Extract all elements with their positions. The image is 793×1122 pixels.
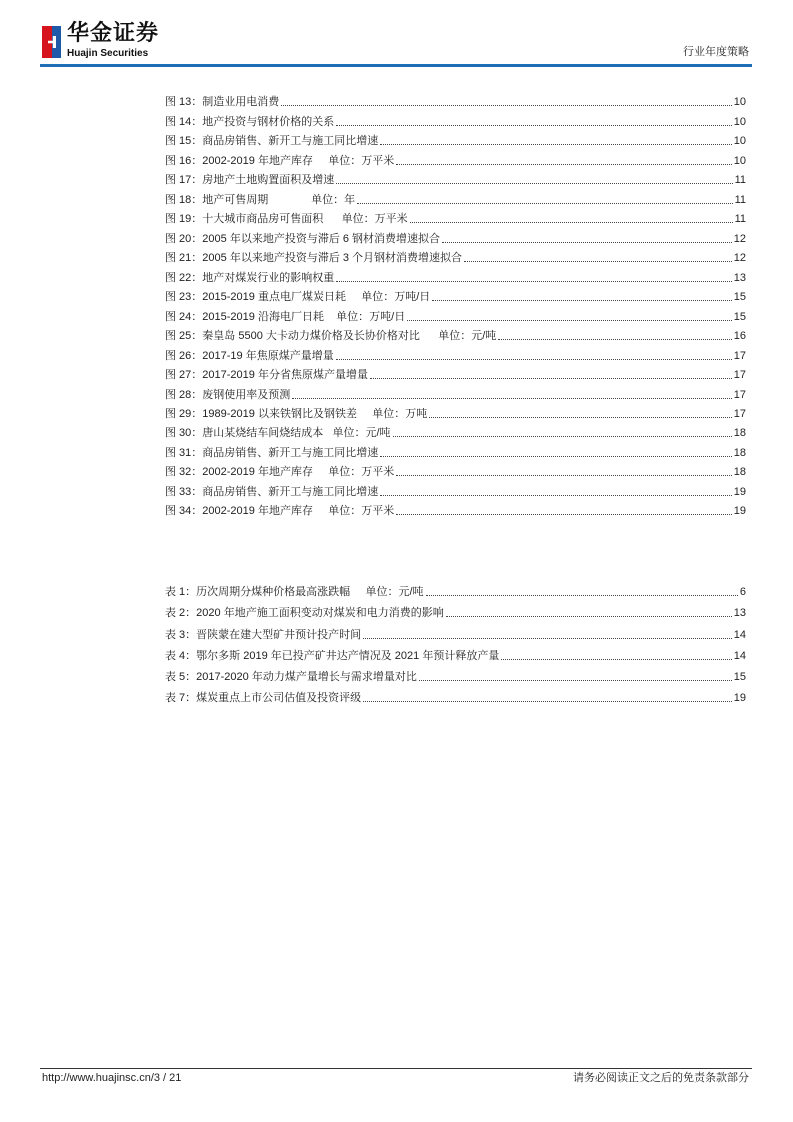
dot-leader bbox=[501, 658, 731, 660]
toc-entry[interactable] bbox=[165, 148, 746, 167]
toc-entry-page: 6 bbox=[739, 586, 746, 599]
toc-entry-page: 17 bbox=[733, 407, 746, 420]
toc-entry[interactable] bbox=[165, 460, 746, 479]
toc-entry-page: 14 bbox=[733, 649, 746, 662]
dot-leader bbox=[419, 679, 732, 681]
toc-entry[interactable] bbox=[165, 599, 746, 620]
toc-entry-page: 10 bbox=[733, 115, 746, 128]
toc-entry-label: 图 22：地产对煤炭行业的影响权重 bbox=[165, 271, 335, 284]
toc-entry-label: 表 5：2017-2020 年动力煤产量增长与需求增量对比 bbox=[165, 670, 417, 683]
toc-entry-label: 图 29：1989-2019 以来铁钢比及钢铁差 单位：万吨 bbox=[165, 407, 428, 420]
dot-leader bbox=[432, 299, 731, 301]
toc-entry-label: 表 1：历次周期分煤种价格最高涨跌幅 单位：元/吨 bbox=[165, 586, 424, 599]
toc-entry-page: 11 bbox=[734, 193, 746, 206]
figure-list bbox=[165, 90, 746, 518]
toc-entry-page: 17 bbox=[733, 349, 746, 362]
toc-entry[interactable] bbox=[165, 226, 746, 245]
document-type: 行业年度策略 bbox=[683, 46, 749, 58]
dot-leader bbox=[407, 319, 732, 321]
toc-entry-page: 19 bbox=[733, 692, 746, 705]
company-logo bbox=[42, 26, 61, 58]
toc-entry-label: 图 33：商品房销售、新开工与施工同比增速 bbox=[165, 485, 379, 498]
toc-entry[interactable] bbox=[165, 343, 746, 362]
toc-entry-label: 图 24：2015-2019 沿海电厂日耗 单位：万吨/日 bbox=[165, 310, 406, 323]
footer-divider bbox=[40, 1068, 752, 1069]
toc-entry-page: 19 bbox=[733, 485, 746, 498]
dot-leader bbox=[281, 104, 731, 106]
toc-entry-label: 图 28：废钢使用率及预测 bbox=[165, 388, 291, 401]
footer-url-page[interactable]: http://www.huajinsc.cn/3 / 21 bbox=[42, 1072, 182, 1084]
toc-entry[interactable] bbox=[165, 363, 746, 382]
toc-entry[interactable] bbox=[165, 246, 746, 265]
toc-entry-label: 图 27：2017-2019 年分省焦原煤产量增量 bbox=[165, 369, 368, 382]
dot-leader bbox=[363, 637, 732, 639]
toc-entry[interactable] bbox=[165, 265, 746, 284]
brand-name-en: Huajin Securities bbox=[67, 48, 149, 59]
dot-leader bbox=[336, 124, 731, 126]
toc-entry[interactable] bbox=[165, 440, 746, 459]
toc-entry-page: 11 bbox=[734, 213, 746, 226]
toc-entry-label: 图 14：地产投资与钢材价格的关系 bbox=[165, 115, 335, 128]
toc-entry-page: 10 bbox=[733, 154, 746, 167]
toc-entry-label: 图 20：2005 年以来地产投资与滞后 6 钢材消费增速拟合 bbox=[165, 232, 441, 245]
dot-leader bbox=[380, 494, 731, 496]
toc-entry[interactable] bbox=[165, 402, 746, 421]
toc-entry[interactable] bbox=[165, 421, 746, 440]
dot-leader bbox=[410, 221, 733, 223]
toc-entry-label: 图 31：商品房销售、新开工与施工同比增速 bbox=[165, 446, 379, 459]
dot-leader bbox=[426, 594, 738, 596]
toc-entry-label: 图 23：2015-2019 重点电厂煤炭日耗 单位：万吨/日 bbox=[165, 291, 431, 304]
toc-entry-label: 表 2：2020 年地产施工面积变动对煤炭和电力消费的影响 bbox=[165, 607, 444, 620]
toc-entry[interactable] bbox=[165, 285, 746, 304]
toc-entry-page: 14 bbox=[733, 628, 746, 641]
dot-leader bbox=[396, 474, 732, 476]
toc-entry[interactable] bbox=[165, 324, 746, 343]
toc-entry-page: 11 bbox=[734, 174, 746, 187]
dot-leader bbox=[363, 700, 732, 702]
toc-entry-label: 图 26：2017-19 年焦原煤产量增量 bbox=[165, 349, 334, 362]
toc-entry[interactable] bbox=[165, 499, 746, 518]
header-divider bbox=[40, 64, 752, 67]
toc-entry-label: 图 32：2002-2019 年地产库存 单位：万平米 bbox=[165, 466, 395, 479]
toc-entry-label: 图 15：商品房销售、新开工与施工同比增速 bbox=[165, 135, 379, 148]
dot-leader bbox=[442, 241, 732, 243]
dot-leader bbox=[380, 143, 731, 145]
toc-entry[interactable] bbox=[165, 207, 746, 226]
dot-leader bbox=[446, 615, 732, 617]
dot-leader bbox=[336, 280, 731, 282]
toc-entry-page: 18 bbox=[733, 446, 746, 459]
dot-leader bbox=[370, 377, 732, 379]
toc-entry-label: 图 30：唐山某烧结车间烧结成本 单位：元/吨 bbox=[165, 427, 391, 440]
toc-entry[interactable] bbox=[165, 382, 746, 401]
toc-entry[interactable] bbox=[165, 620, 746, 641]
brand-name-cn: 华金证券 bbox=[67, 21, 160, 46]
toc-entry-page: 13 bbox=[733, 271, 746, 284]
dot-leader bbox=[336, 182, 732, 184]
dot-leader bbox=[357, 202, 733, 204]
toc-entry-label: 图 21：2005 年以来地产投资与滞后 3 个月钢材消费增速拟合 bbox=[165, 252, 463, 265]
toc-entry-page: 15 bbox=[733, 310, 746, 323]
toc-entry[interactable] bbox=[165, 642, 746, 663]
dot-leader bbox=[292, 397, 731, 399]
toc-entry[interactable] bbox=[165, 663, 746, 684]
toc-entry-label: 图 19：十大城市商品房可售面积 单位：万平米 bbox=[165, 213, 408, 226]
toc-entry-page: 18 bbox=[733, 427, 746, 440]
dot-leader bbox=[396, 163, 732, 165]
toc-entry[interactable] bbox=[165, 479, 746, 498]
toc-entry-label: 图 18：地产可售周期 单位：年 bbox=[165, 193, 356, 206]
dot-leader bbox=[336, 358, 732, 360]
toc-entry-page: 13 bbox=[733, 607, 746, 620]
toc-entry[interactable] bbox=[165, 129, 746, 148]
toc-entry-page: 15 bbox=[733, 670, 746, 683]
footer-disclaimer: 请务必阅读正文之后的免责条款部分 bbox=[573, 1072, 749, 1084]
toc-entry-label: 图 16：2002-2019 年地产库存 单位：万平米 bbox=[165, 154, 395, 167]
toc-entry-page: 16 bbox=[733, 330, 746, 343]
toc-entry[interactable] bbox=[165, 684, 746, 705]
toc-entry-page: 19 bbox=[733, 505, 746, 518]
dot-leader bbox=[429, 416, 732, 418]
toc-entry[interactable] bbox=[165, 578, 746, 599]
toc-entry-label: 表 7：煤炭重点上市公司估值及投资评级 bbox=[165, 692, 362, 705]
toc-entry-page: 15 bbox=[733, 291, 746, 304]
toc-entry[interactable] bbox=[165, 90, 746, 109]
toc-entry-label: 图 17：房地产土地购置面积及增速 bbox=[165, 174, 335, 187]
dot-leader bbox=[380, 455, 731, 457]
toc-entry[interactable] bbox=[165, 187, 746, 206]
toc-entry-label: 表 4：鄂尔多斯 2019 年已投产矿井达产情况及 2021 年预计释放产量 bbox=[165, 649, 500, 662]
toc-entry-page: 17 bbox=[733, 369, 746, 382]
toc-entry-label: 图 34：2002-2019 年地产库存 单位：万平米 bbox=[165, 505, 395, 518]
table-list bbox=[165, 578, 746, 705]
dot-leader bbox=[396, 513, 732, 515]
dot-leader bbox=[464, 260, 732, 262]
dot-leader bbox=[498, 338, 731, 340]
toc-entry-label: 图 25：秦皇岛 5500 大卡动力煤价格及长协价格对比 单位：元/吨 bbox=[165, 330, 497, 343]
toc-entry-page: 18 bbox=[733, 466, 746, 479]
dot-leader bbox=[393, 435, 732, 437]
toc-entry-label: 图 13：制造业用电消费 bbox=[165, 96, 280, 109]
toc-entry[interactable] bbox=[165, 168, 746, 187]
toc-entry[interactable] bbox=[165, 109, 746, 128]
toc-entry-page: 12 bbox=[733, 232, 746, 245]
toc-entry-page: 17 bbox=[733, 388, 746, 401]
toc-entry[interactable] bbox=[165, 304, 746, 323]
toc-entry-label: 表 3：晋陕蒙在建大型矿井预计投产时间 bbox=[165, 628, 362, 641]
toc-entry-page: 12 bbox=[733, 252, 746, 265]
toc-entry-page: 10 bbox=[733, 135, 746, 148]
toc-entry-page: 10 bbox=[733, 96, 746, 109]
